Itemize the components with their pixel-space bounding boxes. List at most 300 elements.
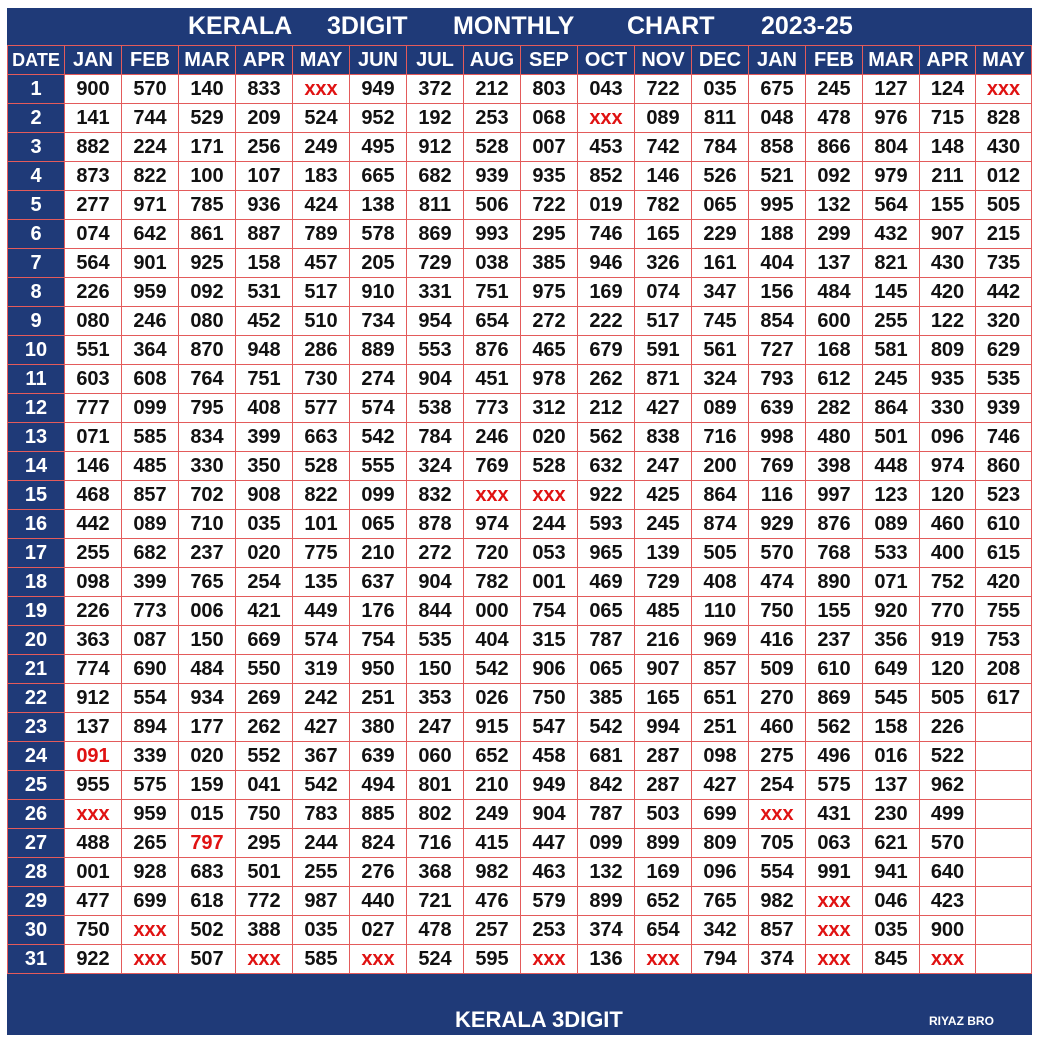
result-cell: 962 [920,771,976,800]
result-cell: xxx [976,75,1032,104]
result-cell: 256 [236,133,293,162]
row-date: 26 [8,800,65,829]
result-cell: 038 [464,249,521,278]
result-cell: 907 [635,655,692,684]
row-date: 5 [8,191,65,220]
result-cell: 262 [236,713,293,742]
result-cell: 035 [863,916,920,945]
result-cell: 547 [521,713,578,742]
result-cell: 060 [407,742,464,771]
row-date: 30 [8,916,65,945]
result-cell: 150 [179,626,236,655]
result-cell: 136 [578,945,635,974]
result-cell: 720 [464,539,521,568]
result-cell: xxx [293,75,350,104]
row-date: 8 [8,278,65,307]
result-cell: 216 [635,626,692,655]
result-cell: 832 [407,481,464,510]
result-cell: 585 [122,423,179,452]
result-cell: xxx [806,916,863,945]
result-cell: 570 [920,829,976,858]
result-cell: 226 [65,278,122,307]
result-cell: 127 [863,75,920,104]
result-cell: 715 [920,104,976,133]
result-cell: 398 [806,452,863,481]
result-cell: 887 [236,220,293,249]
result-cell: 165 [635,220,692,249]
result-cell: 244 [293,829,350,858]
result-cell: 353 [407,684,464,713]
result-cell: 899 [578,887,635,916]
result-cell: 424 [293,191,350,220]
result-cell: 255 [293,858,350,887]
result-cell: 100 [179,162,236,191]
result-cell: 183 [293,162,350,191]
result-cell: 610 [806,655,863,684]
result-cell: 975 [521,278,578,307]
result-cell: 122 [920,307,976,336]
result-cell: 255 [65,539,122,568]
result-cell: 244 [521,510,578,539]
result-cell: 432 [863,220,920,249]
table-row [8,220,1032,249]
result-cell: 610 [976,510,1032,539]
result-cell: 578 [350,220,407,249]
result-cell: 533 [863,539,920,568]
result-cell: 787 [578,626,635,655]
result-cell: 529 [179,104,236,133]
result-cell: 503 [635,800,692,829]
result-cell: 215 [976,220,1032,249]
result-cell: 161 [692,249,749,278]
result-cell: 553 [407,336,464,365]
result-cell: 716 [692,423,749,452]
result-cell: 458 [521,742,578,771]
result-cell: 804 [863,133,920,162]
result-cell: 934 [179,684,236,713]
result-cell: 074 [65,220,122,249]
result-cell: 772 [236,887,293,916]
result-cell [976,713,1032,742]
header-month: AUG [464,46,521,75]
result-cell: 463 [521,858,578,887]
result-cell: 501 [863,423,920,452]
result-cell: 124 [920,75,976,104]
result-cell: 639 [749,394,806,423]
result-cell: 976 [863,104,920,133]
result-cell: 012 [976,162,1032,191]
result-cell: 789 [293,220,350,249]
footer-title: KERALA 3DIGIT [455,1007,623,1032]
result-cell: 099 [122,394,179,423]
result-cell: 447 [521,829,578,858]
result-cell: 844 [407,597,464,626]
result-cell: 751 [236,365,293,394]
result-cell: 408 [236,394,293,423]
result-cell: 324 [692,365,749,394]
result-cell: 096 [692,858,749,887]
result-cell: 110 [692,597,749,626]
result-cell: 755 [976,597,1032,626]
table-row [8,133,1032,162]
result-cell: 342 [692,916,749,945]
result-cell: 416 [749,626,806,655]
result-cell: 784 [692,133,749,162]
result-cell: 885 [350,800,407,829]
result-cell: 065 [692,191,749,220]
table-row [8,887,1032,916]
result-cell: 229 [692,220,749,249]
result-cell: 577 [293,394,350,423]
result-cell: 869 [806,684,863,713]
result-cell: 502 [179,916,236,945]
result-cell: 746 [578,220,635,249]
result-cell: 524 [407,945,464,974]
result-cell: 385 [521,249,578,278]
result-cell: 016 [863,742,920,771]
result-cell: 237 [179,539,236,568]
result-cell: 123 [863,481,920,510]
result-cell: 295 [236,829,293,858]
results-table [7,45,1032,974]
result-cell: 274 [350,365,407,394]
result-cell: 882 [65,133,122,162]
table-row [8,713,1032,742]
result-cell: 253 [464,104,521,133]
result-cell: 460 [749,713,806,742]
result-cell: 137 [863,771,920,800]
result-cell [976,916,1032,945]
result-cell: 006 [179,597,236,626]
result-cell: 699 [692,800,749,829]
result-cell: 245 [806,75,863,104]
result-cell: 702 [179,481,236,510]
result-cell: 750 [236,800,293,829]
result-cell: 710 [179,510,236,539]
result-cell: 795 [179,394,236,423]
result-cell: 096 [920,423,976,452]
result-cell: 442 [65,510,122,539]
result-cell: 861 [179,220,236,249]
result-cell: 247 [407,713,464,742]
result-cell: xxx [578,104,635,133]
result-cell: 542 [578,713,635,742]
result-cell: 562 [578,423,635,452]
result-cell: 276 [350,858,407,887]
result-cell: 925 [179,249,236,278]
chart-title [7,8,1032,45]
table-row [8,539,1032,568]
table-row [8,684,1032,713]
result-cell: 908 [236,481,293,510]
result-cell: 617 [976,684,1032,713]
result-cell: 356 [863,626,920,655]
result-cell: 997 [806,481,863,510]
result-cell: 001 [65,858,122,887]
result-cell: 811 [407,191,464,220]
row-date: 7 [8,249,65,278]
result-cell: 864 [692,481,749,510]
result-cell: 822 [122,162,179,191]
result-cell: 753 [976,626,1032,655]
result-cell: 469 [578,568,635,597]
result-cell: 994 [635,713,692,742]
result-cell: 722 [521,191,578,220]
result-cell: 146 [635,162,692,191]
result-cell: 585 [293,945,350,974]
result-cell: 729 [407,249,464,278]
title-3digit: 3DIGIT [327,12,408,40]
result-cell: 423 [920,887,976,916]
result-cell: 679 [578,336,635,365]
result-cell: 618 [179,887,236,916]
result-cell: 255 [863,307,920,336]
result-cell: 765 [179,568,236,597]
result-cell: 071 [65,423,122,452]
result-cell: 299 [806,220,863,249]
row-date: 3 [8,133,65,162]
result-cell: 135 [293,568,350,597]
table-row [8,365,1032,394]
table-row [8,800,1032,829]
result-cell: 721 [407,887,464,916]
result-cell: 001 [521,568,578,597]
result-cell: 531 [236,278,293,307]
result-cell: 965 [578,539,635,568]
result-cell: 448 [863,452,920,481]
result-cell: 501 [236,858,293,887]
result-cell: 654 [635,916,692,945]
result-cell: 705 [749,829,806,858]
result-cell: 797 [179,829,236,858]
table-row [8,394,1032,423]
result-cell: 845 [863,945,920,974]
result-cell: xxx [521,945,578,974]
result-cell: 496 [806,742,863,771]
result-cell: 729 [635,568,692,597]
result-cell: 098 [65,568,122,597]
result-cell: 615 [976,539,1032,568]
result-cell: 754 [521,597,578,626]
result-cell: 043 [578,75,635,104]
result-cell: 857 [749,916,806,945]
header-month: SEP [521,46,578,75]
row-date: 12 [8,394,65,423]
result-cell: 176 [350,597,407,626]
result-cell: 226 [920,713,976,742]
result-cell: 982 [749,887,806,916]
result-cell: 380 [350,713,407,742]
result-cell: 682 [407,162,464,191]
row-date: 22 [8,684,65,713]
result-cell: 509 [749,655,806,684]
result-cell: 431 [806,800,863,829]
result-cell: 026 [464,684,521,713]
result-cell: 575 [806,771,863,800]
result-cell: 570 [749,539,806,568]
result-cell: 415 [464,829,521,858]
result-cell: 535 [976,365,1032,394]
result-cell: 015 [179,800,236,829]
result-cell: 900 [920,916,976,945]
result-cell: 212 [578,394,635,423]
result-cell: 068 [521,104,578,133]
result-cell: 802 [407,800,464,829]
header-row [8,46,1032,75]
result-cell: 404 [749,249,806,278]
result-cell: 517 [293,278,350,307]
result-cell: 768 [806,539,863,568]
table-row [8,249,1032,278]
result-cell: 265 [122,829,179,858]
result-cell: 991 [806,858,863,887]
row-date: 27 [8,829,65,858]
result-cell: 787 [578,800,635,829]
table-row [8,191,1032,220]
result-cell: 035 [236,510,293,539]
result-cell: 208 [976,655,1032,684]
table-row [8,481,1032,510]
result-cell: 570 [122,75,179,104]
result-cell: 132 [806,191,863,220]
row-date: 29 [8,887,65,916]
result-cell: 427 [293,713,350,742]
result-cell: 427 [692,771,749,800]
result-cell: 374 [578,916,635,945]
result-cell: 071 [863,568,920,597]
row-date: 10 [8,336,65,365]
result-cell [976,887,1032,916]
row-date: 28 [8,858,65,887]
result-cell: 089 [692,394,749,423]
result-cell: 773 [464,394,521,423]
result-cell: 224 [122,133,179,162]
result-cell: 041 [236,771,293,800]
result-cell: 339 [122,742,179,771]
result-cell: 019 [578,191,635,220]
result-cell: 941 [863,858,920,887]
header-month: FEB [806,46,863,75]
result-cell: 528 [293,452,350,481]
result-cell: 912 [65,684,122,713]
result-cell: 750 [521,684,578,713]
result-cell: xxx [236,945,293,974]
result-cell: 230 [863,800,920,829]
header-month: APR [236,46,293,75]
result-cell: 535 [407,626,464,655]
result-cell: 554 [122,684,179,713]
result-cell: 331 [407,278,464,307]
result-cell: 192 [407,104,464,133]
result-cell: 484 [179,655,236,684]
result-cell [976,800,1032,829]
table-row [8,278,1032,307]
result-cell: 551 [65,336,122,365]
header-month: MAR [863,46,920,75]
table-row [8,858,1032,887]
result-cell: 873 [65,162,122,191]
result-cell: 385 [578,684,635,713]
result-cell: 137 [806,249,863,278]
result-cell: 020 [236,539,293,568]
result-cell: xxx [65,800,122,829]
result-cell: 495 [350,133,407,162]
row-date: 14 [8,452,65,481]
result-cell: 449 [293,597,350,626]
result-cell: 834 [179,423,236,452]
result-cell: 742 [635,133,692,162]
result-cell: 507 [179,945,236,974]
result-cell: 089 [122,510,179,539]
table-row [8,307,1032,336]
result-cell: 550 [236,655,293,684]
result-cell: 915 [464,713,521,742]
result-cell: 564 [863,191,920,220]
result-cell: 828 [976,104,1032,133]
result-cell: 091 [65,742,122,771]
result-cell: 777 [65,394,122,423]
result-cell: 155 [920,191,976,220]
result-cell: 053 [521,539,578,568]
table-body [8,75,1032,974]
result-cell: 000 [464,597,521,626]
result-cell: 287 [635,771,692,800]
result-cell: 912 [407,133,464,162]
result-cell: 035 [692,75,749,104]
result-cell: 978 [521,365,578,394]
chart-footer [7,1006,1032,1035]
result-cell: 774 [65,655,122,684]
result-cell: 295 [521,220,578,249]
result-cell: 928 [122,858,179,887]
result-cell: 101 [293,510,350,539]
result-cell: 132 [578,858,635,887]
result-cell: 257 [464,916,521,945]
table-row [8,626,1032,655]
result-cell: 080 [65,307,122,336]
result-cell: 453 [578,133,635,162]
result-cell: 452 [236,307,293,336]
result-cell: 092 [806,162,863,191]
result-cell: 822 [293,481,350,510]
result-cell: 939 [976,394,1032,423]
result-cell: 319 [293,655,350,684]
result-cell: 734 [350,307,407,336]
result-cell: 854 [749,307,806,336]
table-row [8,162,1032,191]
header-month: JAN [65,46,122,75]
result-cell: 574 [350,394,407,423]
result-cell: 468 [65,481,122,510]
result-cell: 869 [407,220,464,249]
result-cell: 900 [65,75,122,104]
result-cell: 959 [122,800,179,829]
result-cell: 750 [749,597,806,626]
result-cell: 974 [920,452,976,481]
header-month: JUL [407,46,464,75]
result-cell: 699 [122,887,179,916]
result-cell: 920 [863,597,920,626]
result-cell: 783 [293,800,350,829]
header-month: FEB [122,46,179,75]
result-cell: 564 [65,249,122,278]
result-cell: 063 [806,829,863,858]
header-month: JUN [350,46,407,75]
result-cell: 169 [635,858,692,887]
result-cell: 995 [749,191,806,220]
result-cell: 368 [407,858,464,887]
result-cell: 480 [806,423,863,452]
